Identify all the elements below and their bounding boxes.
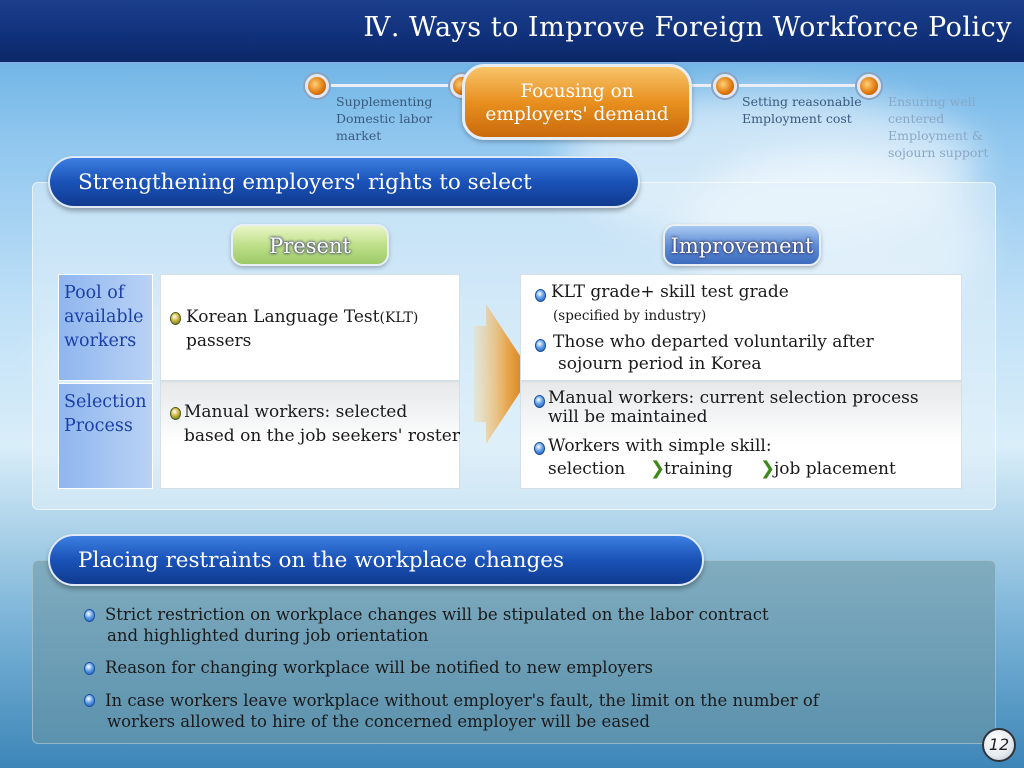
step-label-1 bbox=[336, 93, 432, 144]
workplace-bullet-2-line1: Reason for changing workplace will be notified to new employers bbox=[105, 658, 653, 677]
bullet-icon bbox=[170, 407, 181, 420]
section-header-workplace-changes: Placing restraints on the workplace changes bbox=[48, 534, 704, 586]
workplace-bullet-3-line2: workers allowed to hire of the concerned employer will be eased bbox=[107, 712, 650, 731]
step-label-3 bbox=[742, 93, 862, 127]
active-step-line: employers' demand bbox=[485, 104, 669, 125]
flow-step-selection: selection bbox=[548, 459, 626, 479]
tab-present[interactable]: Present bbox=[231, 224, 389, 266]
step-label-line: Supplementing bbox=[336, 94, 433, 109]
step-label-line: market bbox=[336, 128, 382, 143]
title-bar bbox=[0, 0, 1024, 64]
step-label-line: Domestic labor bbox=[336, 111, 433, 126]
page-number-badge: 12 bbox=[982, 728, 1016, 762]
improvement-pool-item2-line1: Those who departed voluntarily after bbox=[553, 332, 874, 352]
active-step-line: Focusing on bbox=[520, 81, 634, 102]
improvement-selection-item1-line1: Manual workers: current selection process bbox=[548, 388, 919, 408]
page-title: Ⅳ. Ways to Improve Foreign Workforce Policy bbox=[363, 12, 1012, 43]
bullet-icon bbox=[84, 662, 95, 675]
present-selection-line1: Manual workers: selected bbox=[184, 402, 408, 422]
improvement-selection-item2-line1: Workers with simple skill: bbox=[548, 436, 772, 456]
step-dot-3[interactable] bbox=[713, 74, 737, 98]
improvement-selection-item1-line2: will be maintained bbox=[548, 407, 708, 427]
step-label-line: Ensuring well bbox=[888, 94, 976, 109]
row-label-line: Pool of bbox=[64, 283, 125, 303]
step-dot-1[interactable] bbox=[305, 74, 329, 98]
bullet-icon bbox=[84, 609, 95, 622]
step-label-line: Employment cost bbox=[742, 111, 852, 126]
improvement-pool-item2-line2: sojourn period in Korea bbox=[558, 354, 762, 374]
present-selection-line2: based on the job seekers' roster bbox=[184, 426, 460, 446]
section-header-employers-rights: Strengthening employers' rights to select bbox=[48, 156, 640, 208]
flow-step-job-placement: job placement bbox=[774, 459, 896, 479]
workplace-bullet-1-line2: and highlighted during job orientation bbox=[107, 626, 429, 645]
bullet-icon bbox=[534, 395, 545, 408]
bullet-icon bbox=[170, 312, 181, 325]
tab-improvement[interactable]: Improvement bbox=[663, 224, 821, 266]
row-label-line: available bbox=[64, 307, 144, 327]
active-step-focusing-employers-demand[interactable] bbox=[462, 64, 692, 140]
present-pool-line1-small: (KLT) bbox=[379, 310, 419, 326]
bullet-icon bbox=[84, 694, 95, 707]
workplace-bullet-3-line1: In case workers leave workplace without employer's fault, the limit on the number of bbox=[105, 691, 819, 710]
step-label-line: Employment & bbox=[888, 128, 983, 143]
workplace-bullet-1-line1: Strict restriction on workplace changes will be stipulated on the labor contract bbox=[105, 605, 769, 624]
row-label-line: workers bbox=[64, 331, 137, 351]
improvement-pool-item1-line1: KLT grade+ skill test grade bbox=[551, 282, 789, 302]
present-pool-line1: Korean Language Test bbox=[186, 307, 380, 327]
row-label-line: Process bbox=[64, 416, 133, 436]
improvement-pool-item1-line2: (specified by industry) bbox=[553, 308, 707, 324]
step-label-line: sojourn support bbox=[888, 145, 989, 160]
present-pool-line2: passers bbox=[186, 331, 252, 351]
step-label-line: Setting reasonable bbox=[742, 94, 862, 109]
step-label-4 bbox=[888, 93, 988, 161]
row-label-pool-of-workers bbox=[58, 274, 153, 381]
bullet-icon bbox=[535, 289, 546, 302]
chevron-right-icon: ❯ bbox=[760, 458, 776, 479]
flow-step-training: training bbox=[664, 459, 733, 479]
bullet-icon bbox=[535, 339, 546, 352]
bullet-icon bbox=[534, 442, 545, 455]
chevron-right-icon: ❯ bbox=[650, 458, 666, 479]
row-label-selection-process bbox=[58, 383, 153, 489]
present-pool-text bbox=[186, 306, 418, 329]
row-label-line: Selection bbox=[64, 392, 147, 412]
step-label-line: centered bbox=[888, 111, 945, 126]
